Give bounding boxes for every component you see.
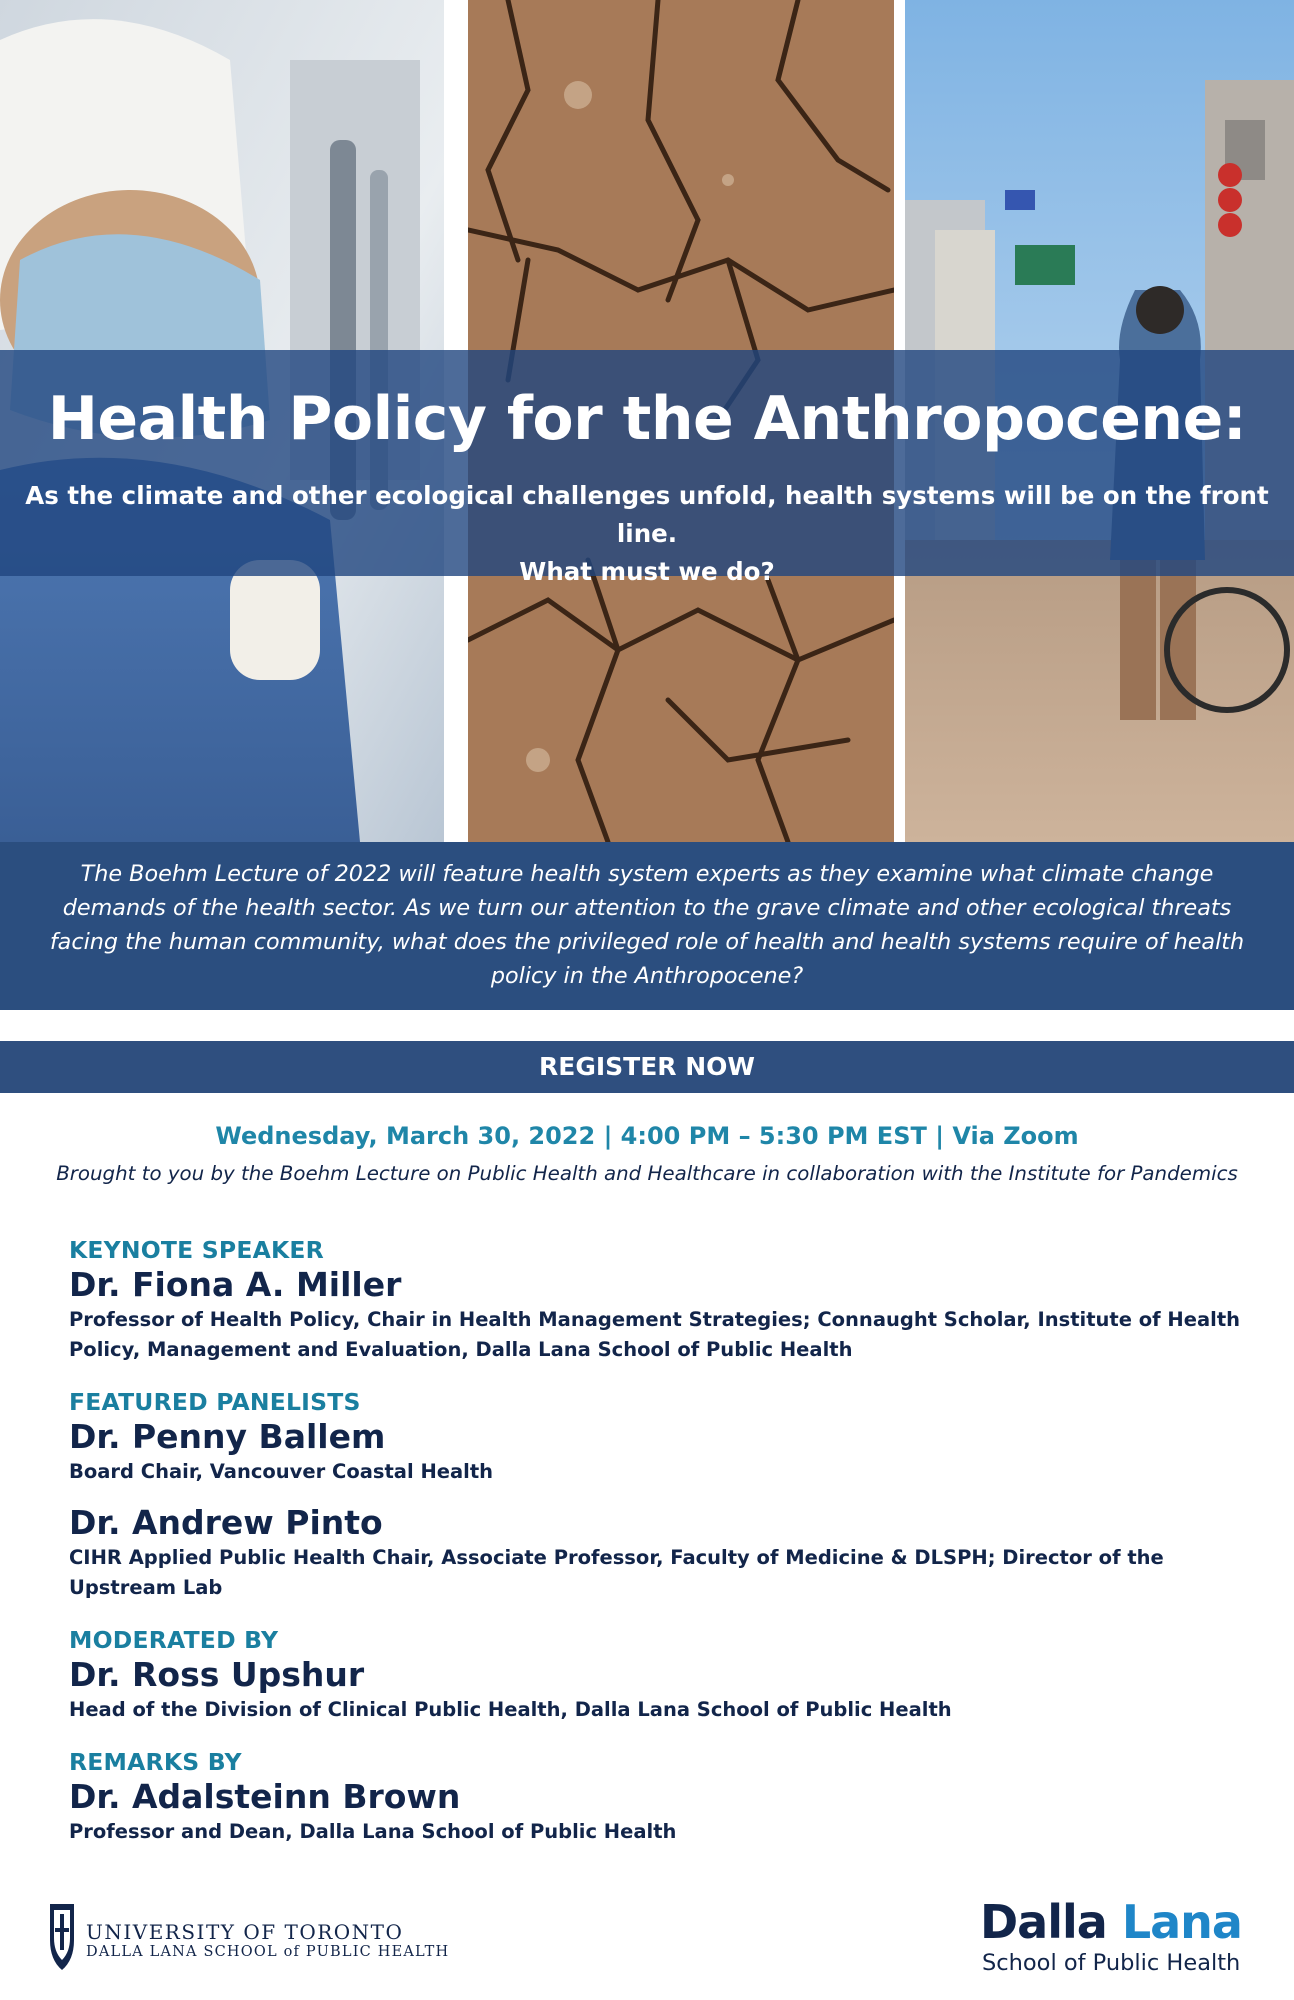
dalla-lana-wordmark xyxy=(980,1896,1260,1948)
remarks-name: Dr. Adalsteinn Brown xyxy=(69,1777,461,1816)
uoft-logo xyxy=(46,1898,466,1978)
panelists-role-label: FEATURED PANELISTS xyxy=(69,1388,361,1416)
subtitle-line-2: What must we do? xyxy=(519,557,775,586)
uoft-name: UNIVERSITY OF TORONTO xyxy=(86,1920,404,1944)
title-band xyxy=(0,350,1294,586)
wordmark-lana: Lana xyxy=(1121,1895,1242,1949)
dalla-lana-logo xyxy=(980,1896,1260,1986)
panelist-1-name: Dr. Penny Ballem xyxy=(69,1417,386,1456)
panelist-1-description: Board Chair, Vancouver Coastal Health xyxy=(69,1460,494,1483)
event-subtitle xyxy=(0,477,1294,591)
moderator-role-label: MODERATED BY xyxy=(69,1626,279,1654)
moderator-name: Dr. Ross Upshur xyxy=(69,1655,365,1694)
event-title: Health Policy for the Anthropocene: xyxy=(47,384,1247,454)
intro-text: The Boehm Lecture of 2022 will feature health system experts as they examine what climate change demands of the health sector. As we turn our attention to the grave climate and other ecological threats facing the human community, what does the privileged role of health and health systems require of health policy in the Anthropocene? xyxy=(0,842,1294,1010)
hero-section xyxy=(0,0,1294,842)
uoft-crest-icon xyxy=(46,1900,78,1976)
moderator-description: Head of the Division of Clinical Public Health, Dalla Lana School of Public Health xyxy=(69,1698,952,1721)
keynote-role-label: KEYNOTE SPEAKER xyxy=(69,1236,324,1264)
remarks-description: Professor and Dean, Dalla Lana School of Public Health xyxy=(69,1820,677,1843)
keynote-description: Professor of Health Policy, Chair in Health Management Strategies; Connaught Scholar, Institute of Health Policy, Management and Evaluation, Dalla Lana School of Public Health xyxy=(69,1308,1241,1361)
panelist-2-name: Dr. Andrew Pinto xyxy=(69,1503,383,1542)
register-now-button[interactable]: REGISTER NOW xyxy=(0,1041,1294,1093)
panelist-2-description: CIHR Applied Public Health Chair, Associate Professor, Faculty of Medicine & DLSPH; Director of the Upstream Lab xyxy=(69,1546,1164,1599)
wordmark-school: School of Public Health xyxy=(982,1950,1241,1976)
brought-by-text: Brought to you by the Boehm Lecture on Public Health and Healthcare in collaboration with the Institute for Pandemics xyxy=(56,1162,1238,1185)
uoft-school-name: DALLA LANA SCHOOL of PUBLIC HEALTH xyxy=(86,1944,450,1960)
keynote-name: Dr. Fiona A. Miller xyxy=(69,1265,402,1304)
speakers-section xyxy=(69,1235,1249,1847)
wordmark-dalla: Dalla xyxy=(980,1895,1107,1949)
subtitle-line-1: As the climate and other ecological challenges unfold, health systems will be on the front line. xyxy=(25,481,1269,548)
remarks-role-label: REMARKS BY xyxy=(69,1748,242,1776)
event-datetime: Wednesday, March 30, 2022 | 4:00 PM – 5:30 PM EST | Via Zoom xyxy=(215,1122,1079,1150)
